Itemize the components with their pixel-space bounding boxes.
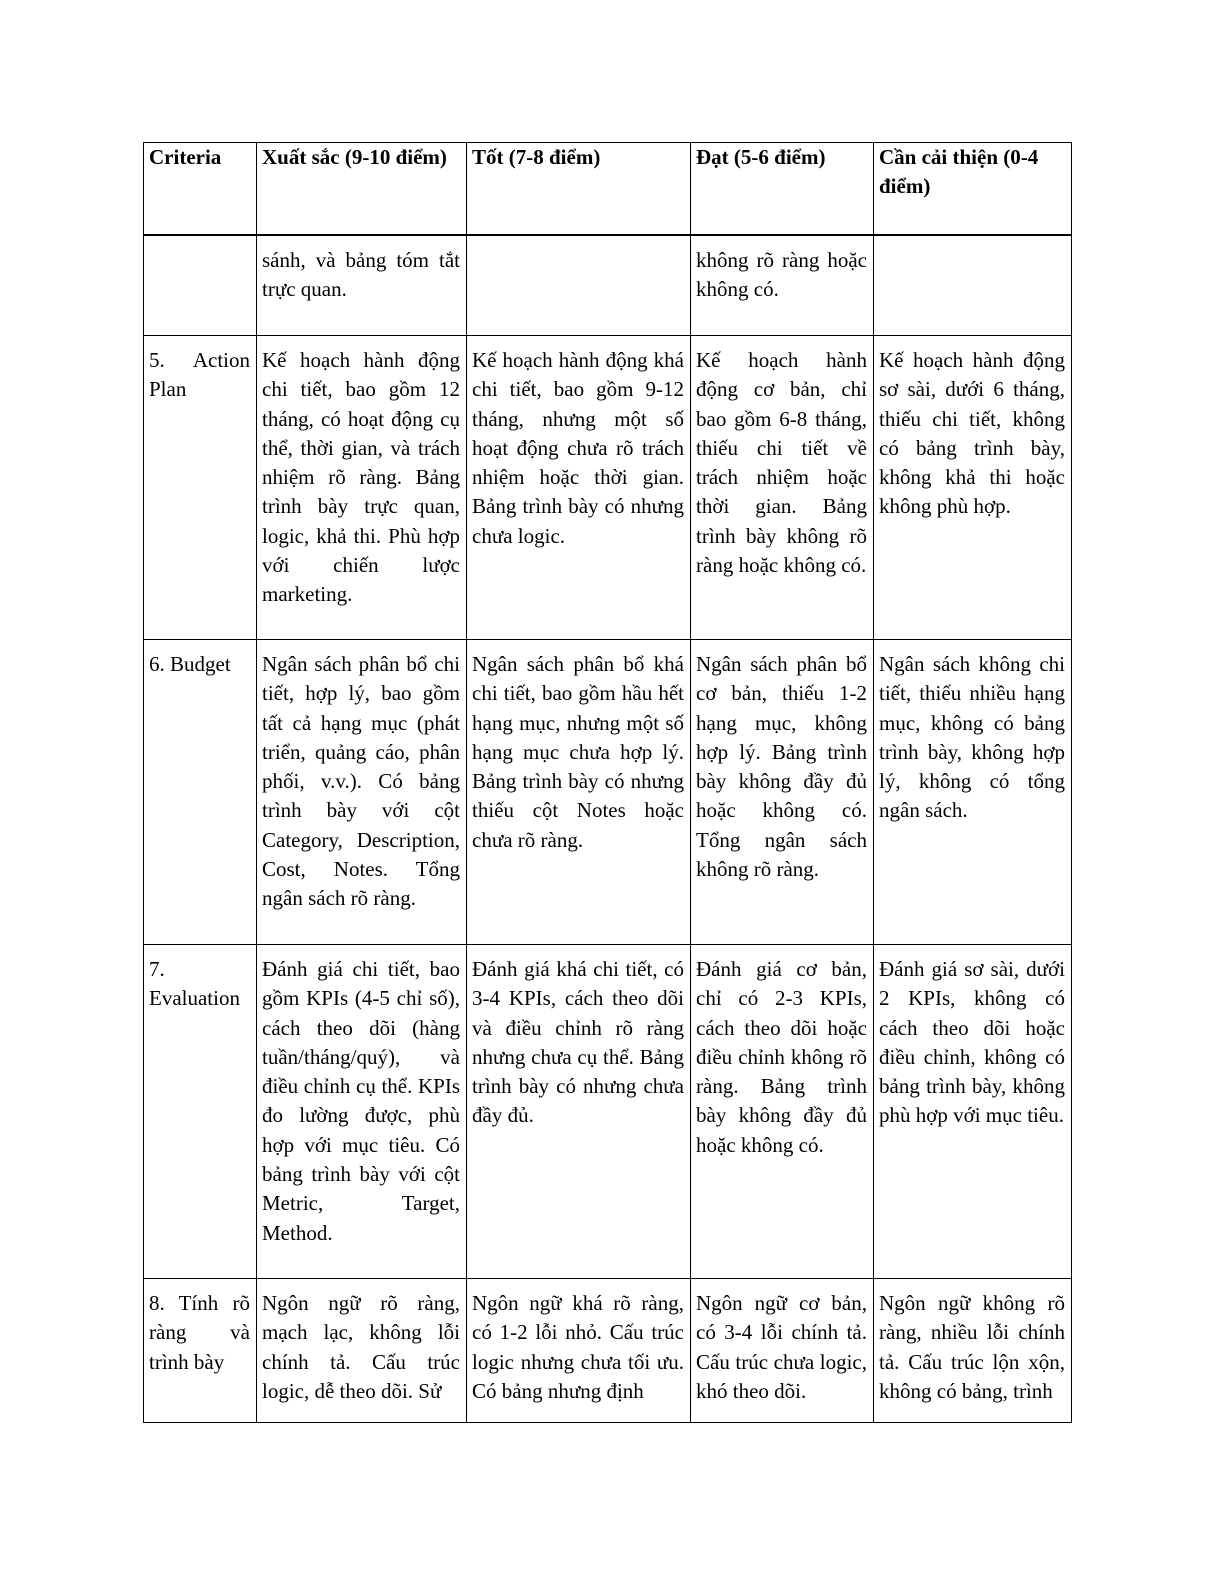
- cell-good: Ngôn ngữ khá rõ ràng, có 1-2 lỗi nhỏ. Cấu trúc logic nhưng chưa tối ưu. Có bảng nhưng định: [467, 1279, 691, 1423]
- header-row: [144, 143, 1072, 235]
- cell-pass: không rõ ràng hoặc không có.: [691, 235, 874, 336]
- rubric-table: [143, 142, 1072, 1423]
- header-excellent: Xuất sắc (9-10 điểm): [257, 143, 467, 235]
- cell-excellent: Kế hoạch hành động chi tiết, bao gồm 12 tháng, có hoạt động cụ thể, thời gian, và trách nhiệm rõ ràng. Bảng trình bày trực quan, logic, khả thi. Phù hợp với chiến lược marketing.: [257, 336, 467, 640]
- cell-improve: Đánh giá sơ sài, dưới 2 KPIs, không có cách theo dõi hoặc điều chỉnh, không có bảng trình bày, không phù hợp với mục tiêu.: [874, 945, 1072, 1279]
- cell-excellent: sánh, và bảng tóm tắt trực quan.: [257, 235, 467, 336]
- table-row: [144, 1279, 1072, 1423]
- cell-good: Ngân sách phân bổ khá chi tiết, bao gồm hầu hết hạng mục, nhưng một số hạng mục chưa hợp lý. Bảng trình bày có nhưng thiếu cột Notes hoặc chưa rõ ràng.: [467, 640, 691, 945]
- cell-criterion: 5. Action Plan: [144, 336, 257, 640]
- cell-criterion: 6. Budget: [144, 640, 257, 945]
- cell-improve: [874, 235, 1072, 336]
- cell-good: Đánh giá khá chi tiết, có 3-4 KPIs, cách theo dõi và điều chỉnh rõ ràng nhưng chưa cụ thể. Bảng trình bày có nhưng chưa đầy đủ.: [467, 945, 691, 1279]
- header-improve: Cần cải thiện (0-4 điểm): [874, 143, 1072, 235]
- cell-pass: Kế hoạch hành động cơ bản, chỉ bao gồm 6-8 tháng, thiếu chi tiết về trách nhiệm hoặc thời gian. Bảng trình bày không rõ ràng hoặc không có.: [691, 336, 874, 640]
- cell-excellent: Ngân sách phân bổ chi tiết, hợp lý, bao gồm tất cả hạng mục (phát triển, quảng cáo, phân phối, v.v.). Có bảng trình bày với cột Category, Description, Cost, Notes. Tổng ngân sách rõ ràng.: [257, 640, 467, 945]
- cell-criterion: 7. Evaluation: [144, 945, 257, 1279]
- header-pass: Đạt (5-6 điểm): [691, 143, 874, 235]
- cell-criterion: [144, 235, 257, 336]
- cell-improve: Ngôn ngữ không rõ ràng, nhiều lỗi chính tả. Cấu trúc lộn xộn, không có bảng, trình: [874, 1279, 1072, 1423]
- cell-excellent: Ngôn ngữ rõ ràng, mạch lạc, không lỗi chính tả. Cấu trúc logic, dễ theo dõi. Sử: [257, 1279, 467, 1423]
- cell-pass: Ngân sách phân bổ cơ bản, thiếu 1-2 hạng mục, không hợp lý. Bảng trình bày không đầy đủ hoặc không có. Tổng ngân sách không rõ ràng.: [691, 640, 874, 945]
- table-row-continuation: [144, 235, 1072, 336]
- cell-pass: Ngôn ngữ cơ bản, có 3-4 lỗi chính tả. Cấu trúc chưa logic, khó theo dõi.: [691, 1279, 874, 1423]
- table-row: [144, 945, 1072, 1279]
- cell-good: [467, 235, 691, 336]
- cell-pass: Đánh giá cơ bản, chỉ có 2-3 KPIs, cách theo dõi hoặc điều chỉnh không rõ ràng. Bảng trình bày không đầy đủ hoặc không có.: [691, 945, 874, 1279]
- cell-good: Kế hoạch hành động khá chi tiết, bao gồm 9-12 tháng, nhưng một số hoạt động chưa rõ trách nhiệm hoặc thời gian. Bảng trình bày có nhưng chưa logic.: [467, 336, 691, 640]
- cell-improve: Kế hoạch hành động sơ sài, dưới 6 tháng, thiếu chi tiết, không có bảng trình bày, không khả thi hoặc không phù hợp.: [874, 336, 1072, 640]
- cell-criterion: 8. Tính rõ ràng và trình bày: [144, 1279, 257, 1423]
- table-row: [144, 336, 1072, 640]
- cell-improve: Ngân sách không chi tiết, thiếu nhiều hạng mục, không có bảng trình bày, không hợp lý, không có tổng ngân sách.: [874, 640, 1072, 945]
- header-criteria: Criteria: [144, 143, 257, 235]
- header-good: Tốt (7-8 điểm): [467, 143, 691, 235]
- table-row: [144, 640, 1072, 945]
- cell-excellent: Đánh giá chi tiết, bao gồm KPIs (4-5 chỉ số), cách theo dõi (hàng tuần/tháng/quý), và điều chỉnh cụ thể. KPIs đo lường được, phù hợp với mục tiêu. Có bảng trình bày với cột Metric, Target, Method.: [257, 945, 467, 1279]
